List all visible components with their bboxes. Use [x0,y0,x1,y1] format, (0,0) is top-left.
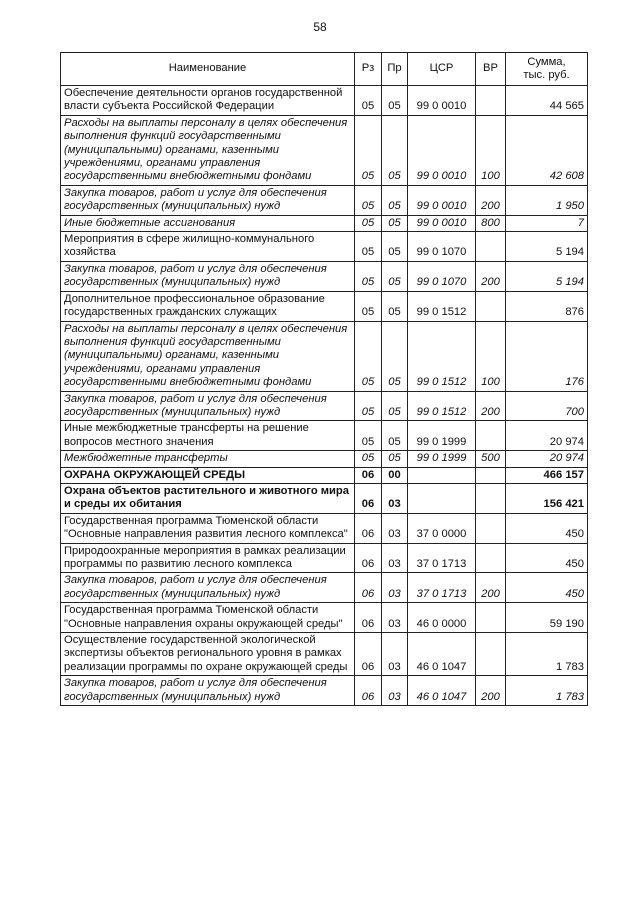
cell-csr: 99 0 0010 [408,215,476,231]
table-row [61,513,588,543]
cell-csr: 99 0 1512 [408,291,476,321]
cell-rz: 05 [355,215,382,231]
table-row [61,467,588,483]
table-row [61,573,588,603]
cell-rz: 05 [355,321,382,391]
cell-vr [476,232,506,262]
cell-name: Закупка товаров, работ и услуг для обеспечения государственных (муниципальных) нужд [61,185,355,215]
cell-vr: 100 [476,321,506,391]
cell-pr: 05 [382,451,408,467]
cell-vr [476,513,506,543]
cell-sum: 450 [506,573,588,603]
table-row [61,451,588,467]
cell-pr: 03 [382,543,408,573]
cell-csr: 99 0 0010 [408,86,476,116]
cell-sum: 450 [506,513,588,543]
cell-vr [476,483,506,513]
cell-vr: 200 [476,391,506,421]
cell-pr: 05 [382,421,408,451]
cell-name: ОХРАНА ОКРУЖАЮЩЕЙ СРЕДЫ [61,467,355,483]
cell-pr: 03 [382,676,408,706]
header-sum-line1: Сумма, [527,55,566,68]
header-sum-line2: тыс. руб. [523,69,570,81]
cell-sum: 20 974 [506,451,588,467]
cell-rz: 05 [355,232,382,262]
cell-sum: 1 783 [506,676,588,706]
cell-csr: 99 0 0010 [408,115,476,185]
table-row [61,483,588,513]
table-row [61,185,588,215]
table-row [61,215,588,231]
cell-name: Закупка товаров, работ и услуг для обеспечения государственных (муниципальных) нужд [61,573,355,603]
cell-csr: 99 0 1070 [408,261,476,291]
cell-csr: 99 0 0010 [408,185,476,215]
table-row [61,86,588,116]
cell-pr: 03 [382,633,408,676]
budget-table [60,52,588,706]
cell-vr: 200 [476,185,506,215]
cell-sum: 1 783 [506,633,588,676]
table-row [61,232,588,262]
cell-vr: 100 [476,115,506,185]
cell-csr: 99 0 1512 [408,391,476,421]
cell-name: Расходы на выплаты персоналу в целях обеспечения выполнения функций государственными (муниципальными) органами, казенными учреждениями, органами управления государственными внебюджетными фондами [61,321,355,391]
cell-pr: 05 [382,261,408,291]
cell-pr: 05 [382,391,408,421]
cell-csr [408,467,476,483]
cell-name: Межбюджетные трансферты [61,451,355,467]
table-row [61,543,588,573]
cell-sum: 42 608 [506,115,588,185]
cell-vr [476,603,506,633]
cell-sum: 59 190 [506,603,588,633]
cell-vr: 200 [476,573,506,603]
cell-sum: 876 [506,291,588,321]
cell-rz: 06 [355,513,382,543]
cell-pr: 05 [382,321,408,391]
table-row [61,421,588,451]
cell-name: Мероприятия в сфере жилищно-коммунального хозяйства [61,232,355,262]
table-header-row [61,53,588,86]
table-row [61,291,588,321]
cell-name: Обеспечение деятельности органов государственной власти субъекта Российской Федерации [61,86,355,116]
cell-name: Иные межбюджетные трансферты на решение вопросов местного значения [61,421,355,451]
cell-name: Природоохранные мероприятия в рамках реализации программы по развитию лесного комплекса [61,543,355,573]
cell-csr: 99 0 1070 [408,232,476,262]
header-csr: ЦСР [408,53,476,86]
cell-sum: 1 950 [506,185,588,215]
cell-sum: 450 [506,543,588,573]
cell-name: Государственная программа Тюменской области "Основные направления развития лесного комплекса" [61,513,355,543]
cell-sum: 20 974 [506,421,588,451]
cell-csr: 99 0 1512 [408,321,476,391]
cell-csr: 46 0 1047 [408,633,476,676]
header-name: Наименование [61,53,355,86]
cell-pr: 03 [382,603,408,633]
cell-csr: 37 0 0000 [408,513,476,543]
cell-sum: 44 565 [506,86,588,116]
cell-csr: 99 0 1999 [408,451,476,467]
cell-vr [476,421,506,451]
cell-vr: 800 [476,215,506,231]
page-number: 58 [313,20,327,34]
table-row [61,261,588,291]
cell-name: Закупка товаров, работ и услуг для обеспечения государственных (муниципальных) нужд [61,391,355,421]
cell-vr [476,633,506,676]
header-pr: Пр [382,53,408,86]
cell-name: Осуществление государственной экологической экспертизы объектов регионального уровня в рамках реализации программы по охране окружающей среды [61,633,355,676]
cell-rz: 05 [355,421,382,451]
cell-csr: 37 0 1713 [408,573,476,603]
cell-rz: 06 [355,467,382,483]
cell-rz: 05 [355,291,382,321]
cell-sum: 7 [506,215,588,231]
cell-rz: 06 [355,543,382,573]
cell-csr: 99 0 1999 [408,421,476,451]
cell-name: Дополнительное профессиональное образование государственных гражданских служащих [61,291,355,321]
cell-csr: 46 0 1047 [408,676,476,706]
cell-csr: 46 0 0000 [408,603,476,633]
cell-vr [476,467,506,483]
cell-rz: 06 [355,603,382,633]
cell-rz: 05 [355,391,382,421]
cell-pr: 05 [382,115,408,185]
header-sum [506,53,588,86]
cell-pr: 05 [382,86,408,116]
table-row [61,603,588,633]
cell-pr: 00 [382,467,408,483]
table-row [61,391,588,421]
cell-csr: 37 0 1713 [408,543,476,573]
cell-sum: 5 194 [506,261,588,291]
cell-rz: 05 [355,86,382,116]
table-row [61,633,588,676]
header-rz: Рз [355,53,382,86]
cell-vr: 500 [476,451,506,467]
cell-rz: 06 [355,676,382,706]
cell-vr: 200 [476,676,506,706]
cell-vr [476,291,506,321]
cell-rz: 06 [355,633,382,676]
header-vr: ВР [476,53,506,86]
cell-pr: 03 [382,513,408,543]
cell-sum: 5 194 [506,232,588,262]
cell-vr [476,543,506,573]
cell-name: Закупка товаров, работ и услуг для обеспечения государственных (муниципальных) нужд [61,261,355,291]
table-row [61,676,588,706]
cell-name: Государственная программа Тюменской области "Основные направления охраны окружающей среды" [61,603,355,633]
cell-name: Иные бюджетные ассигнования [61,215,355,231]
cell-pr: 05 [382,215,408,231]
cell-name: Расходы на выплаты персоналу в целях обеспечения выполнения функций государственными (муниципальными) органами, казенными учреждениями, органами управления государственными внебюджетными фондами [61,115,355,185]
cell-rz: 05 [355,451,382,467]
table-row [61,115,588,185]
cell-pr: 03 [382,573,408,603]
cell-vr: 200 [476,261,506,291]
cell-rz: 06 [355,483,382,513]
cell-rz: 05 [355,185,382,215]
cell-sum: 156 421 [506,483,588,513]
cell-sum: 176 [506,321,588,391]
cell-vr [476,86,506,116]
cell-name: Охрана объектов растительного и животного мира и среды их обитания [61,483,355,513]
cell-pr: 05 [382,291,408,321]
cell-rz: 06 [355,573,382,603]
cell-rz: 05 [355,261,382,291]
cell-pr: 03 [382,483,408,513]
cell-sum: 466 157 [506,467,588,483]
cell-sum: 700 [506,391,588,421]
cell-pr: 05 [382,232,408,262]
table-row [61,321,588,391]
cell-name: Закупка товаров, работ и услуг для обеспечения государственных (муниципальных) нужд [61,676,355,706]
cell-pr: 05 [382,185,408,215]
cell-rz: 05 [355,115,382,185]
cell-csr [408,483,476,513]
